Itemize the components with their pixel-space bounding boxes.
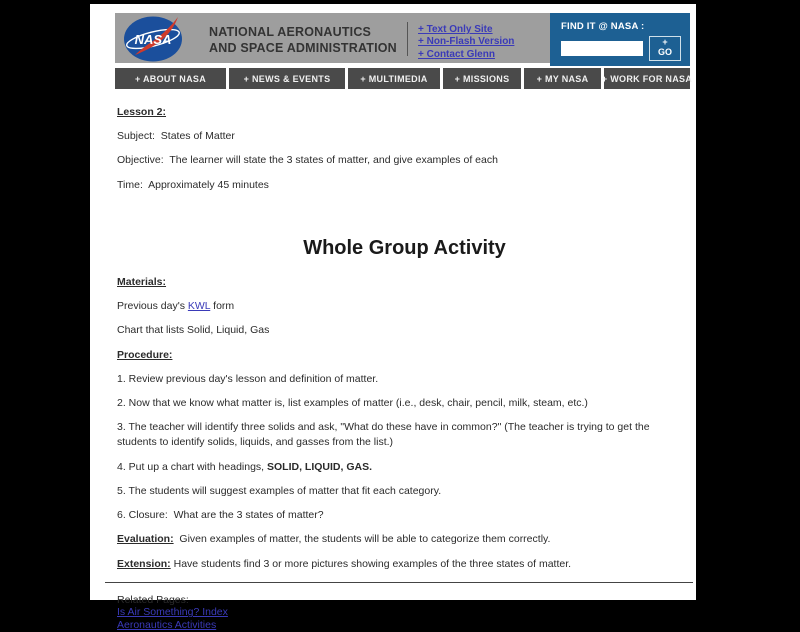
materials-item1-pre: Previous day's (117, 300, 188, 313)
aeronautics-activities-link[interactable]: Aeronautics Activities (117, 618, 217, 631)
lesson-title: Lesson 2: (117, 106, 167, 118)
related-pages (117, 594, 692, 632)
evaluation-label: Evaluation: (117, 533, 174, 546)
related-pages-label: Related Pages: (117, 593, 189, 606)
nasa-logo-text: NASA (134, 32, 172, 47)
find-it-nasa-box (550, 13, 690, 66)
materials-label: Materials: (117, 275, 167, 288)
procedure-step-4 (117, 460, 692, 475)
footer-divider (105, 582, 693, 583)
nasa-meatball-icon (123, 14, 187, 69)
agency-title (209, 24, 397, 57)
activity-heading: Whole Group Activity (303, 236, 506, 259)
page (90, 4, 696, 631)
lesson-content (117, 105, 692, 632)
kwl-link[interactable]: KWL (187, 300, 211, 313)
nav-multimedia[interactable]: + MULTIMEDIA (348, 68, 440, 89)
nav-news-events[interactable]: + NEWS & EVENTS (229, 68, 345, 89)
text-only-site-link[interactable]: + Text Only Site (418, 24, 493, 35)
nav-missions[interactable]: + MISSIONS (443, 68, 521, 89)
lesson-time: Time: Approximately 45 minutes (117, 178, 269, 191)
extension-text: Have students find 3 or more pictures showing examples of the three states of matter. (170, 557, 572, 570)
masthead-divider (407, 22, 408, 56)
procedure-step-5: 5. The students will suggest examples of matter that fit each category. (117, 484, 442, 497)
main-nav (115, 68, 693, 89)
materials-item-kwl (117, 299, 692, 314)
nav-work-for-nasa[interactable]: + WORK FOR NASA (604, 68, 690, 89)
contact-glenn-link[interactable]: + Contact Glenn (418, 48, 495, 60)
procedure-step-2: 2. Now that we know what matter is, list examples of matter (i.e., desk, chair, pencil, milk, steam, etc.) (117, 396, 588, 409)
procedure-step-1: 1. Review previous day's lesson and definition of matter. (117, 372, 379, 385)
find-it-label: FIND IT @ NASA : (561, 21, 645, 32)
go-button[interactable]: + GO (649, 36, 681, 61)
nav-about-nasa[interactable]: + ABOUT NASA (115, 68, 226, 89)
evaluation-text: Given examples of matter, the students will be able to categorize them correctly. (173, 533, 551, 546)
procedure-step-4-pre: 4. Put up a chart with headings, (117, 460, 268, 473)
materials-item-chart: Chart that lists Solid, Liquid, Gas (117, 324, 270, 337)
nav-my-nasa[interactable]: + MY NASA (524, 68, 601, 89)
agency-title-line2: AND SPACE ADMINISTRATION (209, 41, 397, 56)
lesson-subject: Subject: States of Matter (117, 130, 235, 143)
non-flash-version-link[interactable]: + Non-Flash Version (418, 36, 515, 48)
extension-label: Extension: (117, 557, 171, 570)
masthead-links (418, 24, 514, 61)
procedure-step-4-headings: SOLID, LIQUID, GAS. (267, 460, 373, 473)
lesson-objective: Objective: The learner will state the 3 states of matter, and give examples of each (117, 154, 498, 167)
is-air-something-index-link[interactable]: Is Air Something? Index (117, 606, 228, 619)
procedure-label: Procedure: (117, 348, 173, 361)
extension-line (117, 557, 692, 572)
procedure-step-3: 3. The teacher will identify three solids and ask, "What do these have in common?" (The teacher is trying to get the students to identify solids, liquids, and gasses from the list.) (117, 421, 653, 449)
search-input[interactable] (561, 41, 643, 56)
procedure-step-6: 6. Closure: What are the 3 states of matter? (117, 509, 324, 522)
masthead (115, 13, 690, 63)
materials-item1-post: form (210, 300, 235, 313)
agency-title-line1: NATIONAL AERONAUTICS (209, 25, 372, 39)
evaluation-line (117, 532, 692, 547)
